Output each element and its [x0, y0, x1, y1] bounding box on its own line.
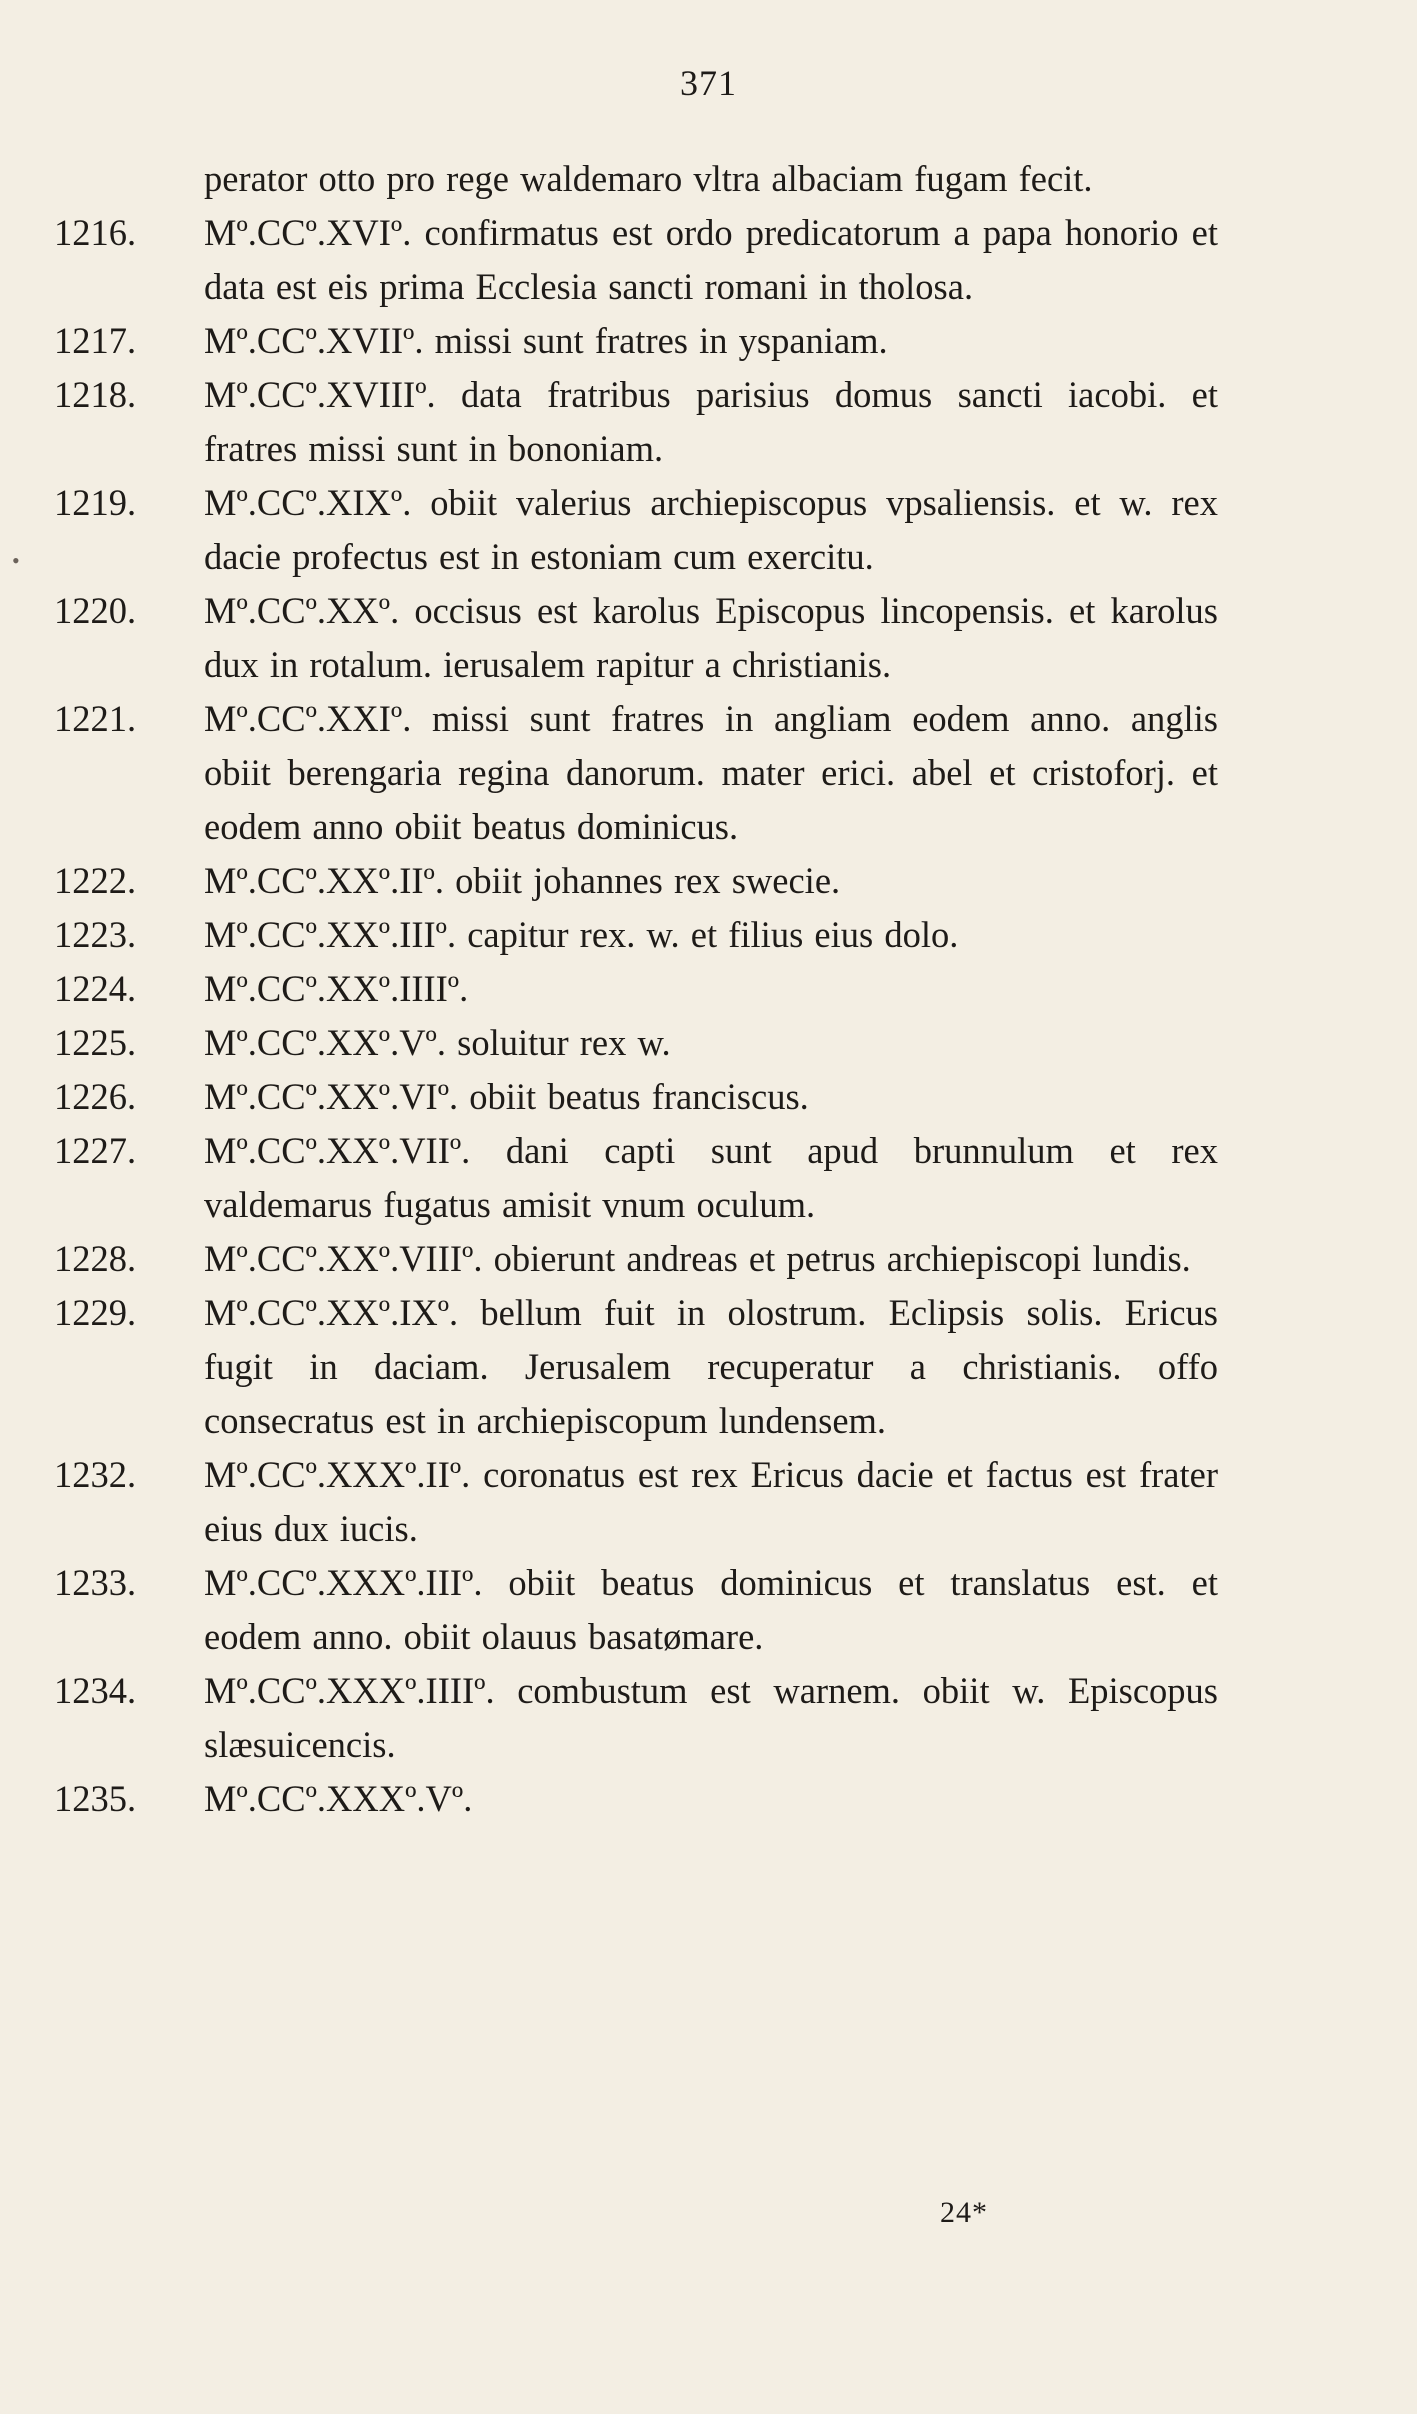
entry-text: Mº.CCº.XVIIº. missi sunt fratres in yspaniam. — [204, 320, 888, 361]
entry-year: 1224. — [54, 968, 137, 1009]
entry-year: 1234. — [54, 1670, 137, 1711]
entry-year: 1222. — [54, 860, 137, 901]
entry-year: 1229. — [54, 1292, 137, 1333]
entry-text: Mº.CCº.XXº.IIIº. capitur rex. w. et filius eius dolo. — [204, 914, 959, 955]
entry-1222 — [48, 854, 1218, 908]
entry-text: Mº.CCº.XVIIIº. data fratribus parisius domus sancti iacobi. et fratres missi sunt in bononiam. — [204, 374, 1218, 469]
entry-text: Mº.CCº.XXº.VIIº. dani capti sunt apud brunnulum et rex valdemarus fugatus amisit vnum oculum. — [204, 1130, 1218, 1225]
entry-year: 1219. — [54, 482, 137, 523]
entry-text: perator otto pro rege waldemaro vltra albaciam fugam fecit. — [204, 158, 1093, 199]
entry-1221 — [48, 692, 1218, 854]
entry-continuation — [48, 152, 1218, 206]
entry-year: 1233. — [54, 1562, 137, 1603]
entry-year: 1226. — [54, 1076, 137, 1117]
entry-year: 1217. — [54, 320, 137, 361]
entry-text: Mº.CCº.XVIº. confirmatus est ordo predicatorum a papa honorio et data est eis prima Ecclesia sancti romani in tholosa. — [204, 212, 1218, 307]
entry-1235 — [48, 1772, 1218, 1826]
entry-1219 — [48, 476, 1218, 584]
entry-year: 1225. — [54, 1022, 137, 1063]
entry-text: Mº.CCº.XXº.VIº. obiit beatus franciscus. — [204, 1076, 809, 1117]
entry-text: Mº.CCº.XXIº. missi sunt fratres in angliam eodem anno. anglis obiit berengaria regina danorum. mater erici. abel et cristoforj. et eodem anno obiit beatus dominicus. — [204, 698, 1218, 847]
entry-1225 — [48, 1016, 1218, 1070]
entry-year: 1232. — [54, 1454, 137, 1495]
entry-1234 — [48, 1664, 1218, 1772]
entry-1226 — [48, 1070, 1218, 1124]
entry-text: Mº.CCº.XXº.IIIIº. — [204, 968, 469, 1009]
entry-text: Mº.CCº.XXXº.Vº. — [204, 1778, 473, 1819]
entry-1218 — [48, 368, 1218, 476]
entry-text: Mº.CCº.XXº.IIº. obiit johannes rex swecie. — [204, 860, 841, 901]
annals-text — [48, 152, 1218, 1826]
margin-mark: • — [12, 548, 20, 573]
entry-text: Mº.CCº.XIXº. obiit valerius archiepiscopus vpsaliensis. et w. rex dacie profectus est in estoniam cum exercitu. — [204, 482, 1218, 577]
entry-1228 — [48, 1232, 1218, 1286]
entry-year: 1220. — [54, 590, 137, 631]
entry-1217 — [48, 314, 1218, 368]
entry-year: 1221. — [54, 698, 137, 739]
entry-year: 1227. — [54, 1130, 137, 1171]
entry-text: Mº.CCº.XXº.VIIIº. obierunt andreas et petrus archiepiscopi lundis. — [204, 1238, 1191, 1279]
entry-1220 — [48, 584, 1218, 692]
entry-year: 1223. — [54, 914, 137, 955]
entry-1229 — [48, 1286, 1218, 1448]
entry-text: Mº.CCº.XXº.IXº. bellum fuit in olostrum. Eclipsis solis. Ericus fugit in daciam. Jerusalem recuperatur a christianis. offo consecratus est in archiepiscopum lundensem. — [204, 1292, 1218, 1441]
entry-text: Mº.CCº.XXXº.IIIº. obiit beatus dominicus et translatus est. et eodem anno. obiit olauus basatømare. — [204, 1562, 1218, 1657]
entry-1227 — [48, 1124, 1218, 1232]
page-number: 371 — [680, 63, 737, 103]
entry-year: 1218. — [54, 374, 137, 415]
printer-signature: 24* — [940, 2196, 988, 2229]
entry-year: 1235. — [54, 1778, 137, 1819]
entry-year: 1228. — [54, 1238, 137, 1279]
entry-text: Mº.CCº.XXº.Vº. soluitur rex w. — [204, 1022, 671, 1063]
entry-1224 — [48, 962, 1218, 1016]
entry-year: 1216. — [54, 212, 137, 253]
entry-1232 — [48, 1448, 1218, 1556]
entry-text: Mº.CCº.XXXº.IIIIº. combustum est warnem. obiit w. Episcopus slæsuicencis. — [204, 1670, 1218, 1765]
entry-text: Mº.CCº.XXXº.IIº. coronatus est rex Ericus dacie et factus est frater eius dux iucis. — [204, 1454, 1218, 1549]
entry-1233 — [48, 1556, 1218, 1664]
entry-1216 — [48, 206, 1218, 314]
entry-1223 — [48, 908, 1218, 962]
entry-text: Mº.CCº.XXº. occisus est karolus Episcopus lincopensis. et karolus dux in rotalum. ierusalem rapitur a christianis. — [204, 590, 1218, 685]
